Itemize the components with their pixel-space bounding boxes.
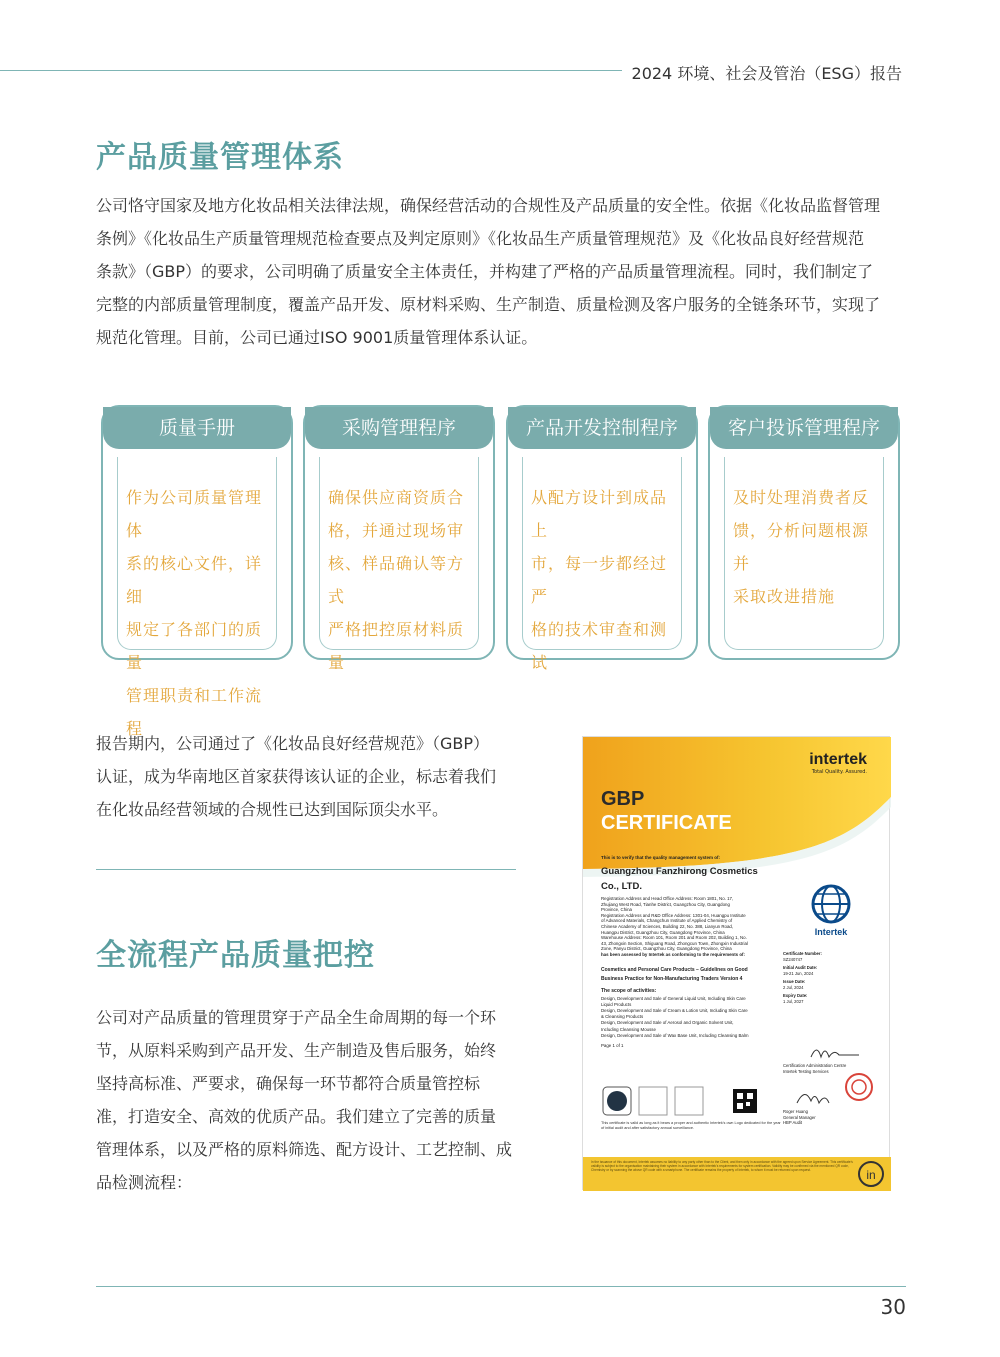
- card-product-development: [506, 405, 698, 672]
- card-line: 从配方设计到成品上: [531, 488, 668, 540]
- card-text: [320, 457, 478, 679]
- expiry-date: 1 Jul, 2027: [783, 998, 804, 1004]
- certificate-side-info: [783, 951, 883, 1004]
- paragraph-line: 完整的内部质量管理制度，覆盖产品开发、原材料采购、生产制造、质量检测及客户服务的全链条环节，实现了: [96, 295, 881, 314]
- card-text: [118, 457, 276, 745]
- address-block: [601, 896, 781, 958]
- expiry-date-label: Expiry Date:: [783, 993, 808, 998]
- paragraph-line: 报告期内，公司通过了《化妆品良好经营规范》（GBP）: [96, 734, 490, 753]
- card-line: 采取改进措施: [733, 587, 836, 606]
- card-title: 质量手册: [103, 407, 291, 449]
- card-body: [724, 457, 884, 650]
- card-text: [725, 457, 883, 613]
- signer-name: Roger Huang: [783, 1109, 808, 1114]
- scope-line: Including Cleansing Mousse: [601, 1026, 656, 1032]
- company-name: Co., LTD.: [601, 881, 642, 892]
- standard-block: [601, 966, 781, 984]
- address-line: 43, Zhongxin Section, Shiguang Road, Zhongcun Town, Zhongxin Industrial: [601, 940, 748, 946]
- scope-block: [601, 996, 781, 1039]
- centre-line: Intertek Testing Services: [783, 1068, 829, 1074]
- gbp-certificate-image: [582, 736, 890, 1190]
- initial-audit-date: 19-21 Jun, 2024: [783, 970, 814, 976]
- section-title-quality-system: 产品质量管理体系: [96, 140, 344, 175]
- page-info: Page 1 of 1: [601, 1042, 624, 1048]
- paragraph-line: 规范化管理。目前，公司已通过ISO 9001质量管理体系认证。: [96, 328, 538, 347]
- paragraph-line: 品检测流程：: [96, 1173, 193, 1192]
- paragraph-line: 管理体系，以及严格的原料筛选、配方设计、工艺控制、成: [96, 1140, 513, 1159]
- section-divider: [96, 869, 516, 870]
- card-line: 核、样品确认等方式: [328, 554, 465, 606]
- card-line: 格的技术审查和测试: [531, 620, 668, 672]
- certification-centre: [783, 1063, 883, 1074]
- card-title: 采购管理程序: [305, 407, 493, 449]
- paragraph-line: 条款》（GBP）的要求，公司明确了质量安全主体责任，并构建了严格的产品质量管理流程。同时，我们制定了: [96, 262, 874, 281]
- address-line: Zhujiang West Road, Tianhe District, Guangzhou City, Guangdong: [601, 901, 730, 907]
- card-line: 及时处理消费者反: [733, 488, 870, 507]
- card-body: [117, 457, 277, 738]
- svg-text:in: in: [866, 1168, 876, 1182]
- address-line: Chinese Academy of Sciences, Building 22, No. 388, Lianyun Road,: [601, 923, 734, 929]
- cert-number: SZ240747: [783, 956, 803, 962]
- signer-org: HBP Audit: [783, 1120, 803, 1125]
- address-line: Zone, Panyu District, Guangzhou City, Guangdong Province, China: [601, 946, 732, 952]
- brand-name: intertek: [809, 751, 867, 768]
- section-title-full-process: 全流程产品质量把控: [96, 938, 375, 973]
- card-line: 管理职责和工作流程: [126, 686, 263, 738]
- initial-audit-label: Initial Audit Date:: [783, 965, 818, 970]
- gbp-paragraph: [96, 727, 496, 826]
- page-number: 30: [880, 1295, 906, 1319]
- certificate-title: [601, 787, 732, 835]
- certificate-title-line: GBP: [601, 788, 645, 810]
- scope-line: Design, Development and Sale of General Liquid Unit, Including Skin Care: [601, 995, 746, 1001]
- signer-block: [783, 1109, 883, 1126]
- section1-paragraph: [96, 189, 880, 354]
- card-line: 作为公司质量管理体: [126, 488, 263, 540]
- centre-line: Certification Administration Centre: [783, 1063, 847, 1068]
- validity-note: This certificate is valid as long as it bears a proper and authentic Intertek's own Logo dedicated for the year of initial audit and after satisfactory annual surveillance.: [601, 1121, 781, 1130]
- card-body: [319, 457, 479, 672]
- address-line: Province, China: [601, 907, 632, 913]
- card-line: 市，每一步都经过严: [531, 554, 668, 606]
- card-procurement: [303, 405, 495, 672]
- card-quality-manual: [101, 405, 293, 738]
- card-title: 产品开发控制程序: [508, 407, 696, 449]
- paragraph-line: 公司对产品质量的管理贯穿于产品全生命周期的每一个环: [96, 1008, 497, 1027]
- standard-line: Cosmetics and Personal Care Products – Guidelines on Good: [601, 966, 748, 973]
- card-title: 客户投诉管理程序: [710, 407, 898, 449]
- signer-title: General Manager: [783, 1114, 816, 1120]
- card-line: 馈，分析问题根源并: [733, 521, 870, 573]
- address-line: Registration Address and Head Office Address: Room 1801, No. 17,: [601, 896, 734, 901]
- brand-tagline: Total Quality. Assured.: [811, 769, 867, 775]
- certificate-title-line: CERTIFICATE: [601, 812, 732, 834]
- report-title: 2024 环境、社会及管治（ESG）报告: [631, 64, 902, 83]
- scope-line: Design, Development and Sale of Aerosol and Organic Solvent Unit,: [601, 1020, 734, 1026]
- intertek-globe-label: Intertek: [814, 927, 848, 937]
- certificate-footer-text: In the issuance of this document, Intertek assumes no liability to any party other than to the Client, and then only in accordance with the agreed upon Service Agreement. This certificate's validity is subject to the organisation maintaining their system in accordance with Intertek's requirements for system certification. Validity may be confirmed via the mentioned QR code, Chemistry or by scanning the above QR code with a smartphone. The certificate remains the property of Intertek, to whom it must be returned upon request.: [591, 1160, 853, 1173]
- footer-rule: [96, 1286, 906, 1287]
- standard-line: Business Practice for Non-Manufacturing Traders Version 4: [601, 975, 743, 982]
- card-line: 系的核心文件，详细: [126, 554, 263, 606]
- scope-line: & Cleansing Products: [601, 1014, 644, 1020]
- paragraph-line: 条例》《化妆品生产质量管理规范检查要点及判定原则》《化妆品生产质量管理规范》及《化妆品良好经营规范: [96, 229, 865, 248]
- card-customer-complaints: [708, 405, 900, 660]
- paragraph-line: 在化妆品经营领域的合规性已达到国际顶尖水平。: [96, 800, 449, 819]
- section2-paragraph: [96, 1001, 512, 1199]
- card-line: 严格把控原材料质量: [328, 620, 465, 672]
- paragraph-line: 认证，成为华南地区首家获得该认证的企业，标志着我们: [96, 767, 497, 786]
- cert-number-label: Certificate Number:: [783, 951, 822, 956]
- address-line: of Advanced Materials, Changchun Institute of Applied Chemistry of: [601, 918, 733, 924]
- card-line: 规定了各部门的质量: [126, 620, 263, 672]
- scope-line: Design, Development and Sale of Cream & Lotion Unit, Including Skin Care: [601, 1007, 748, 1013]
- header-rule: [0, 70, 622, 71]
- scope-line: Design, Development and Sale of Wax Base Unit, Including Cleansing Balm: [601, 1032, 749, 1038]
- paragraph-line: 节，从原料采购到产品开发、生产制造及售后服务，始终: [96, 1041, 497, 1060]
- certificate-body: [601, 855, 781, 1048]
- address-line: Warehouse Address: Room 101, Room 201 and Room 202, Building 1, No.: [601, 935, 747, 941]
- paragraph-line: 公司恪守国家及地方化妆品相关法律法规，确保经营活动的合规性及产品质量的安全性。依据《化妆品监督管理: [96, 196, 881, 215]
- issue-date-label: Issue Date:: [783, 979, 806, 984]
- verify-text: This is to verify that the quality management system of:: [601, 855, 721, 860]
- address-line: has been assessed by Intertek as conforming to the requirements of:: [601, 951, 745, 957]
- paragraph-line: 准，打造安全、高效的优质产品。我们建立了完善的质量: [96, 1107, 497, 1126]
- scope-title: The scope of activities:: [601, 987, 657, 994]
- card-line: 确保供应商资质合: [328, 488, 465, 507]
- issue-date: 2 Jul, 2024: [783, 984, 804, 990]
- address-line: Huangpu District, Guangzhou City, Guangdong Province, China: [601, 929, 725, 935]
- card-text: [523, 457, 681, 679]
- card-body: [522, 457, 682, 672]
- company-name: Guangzhou Fanzhirong Cosmetics: [601, 866, 758, 877]
- intertek-brand-logo: [809, 751, 867, 775]
- scope-line: Liquid Products: [601, 1001, 632, 1007]
- paragraph-line: 坚持高标准、严要求，确保每一环节都符合质量管控标: [96, 1074, 481, 1093]
- card-line: 格，并通过现场审: [328, 521, 465, 540]
- address-line: Registration Address and R&D Office Address: 1301-04, Huangpu Institute: [601, 912, 746, 918]
